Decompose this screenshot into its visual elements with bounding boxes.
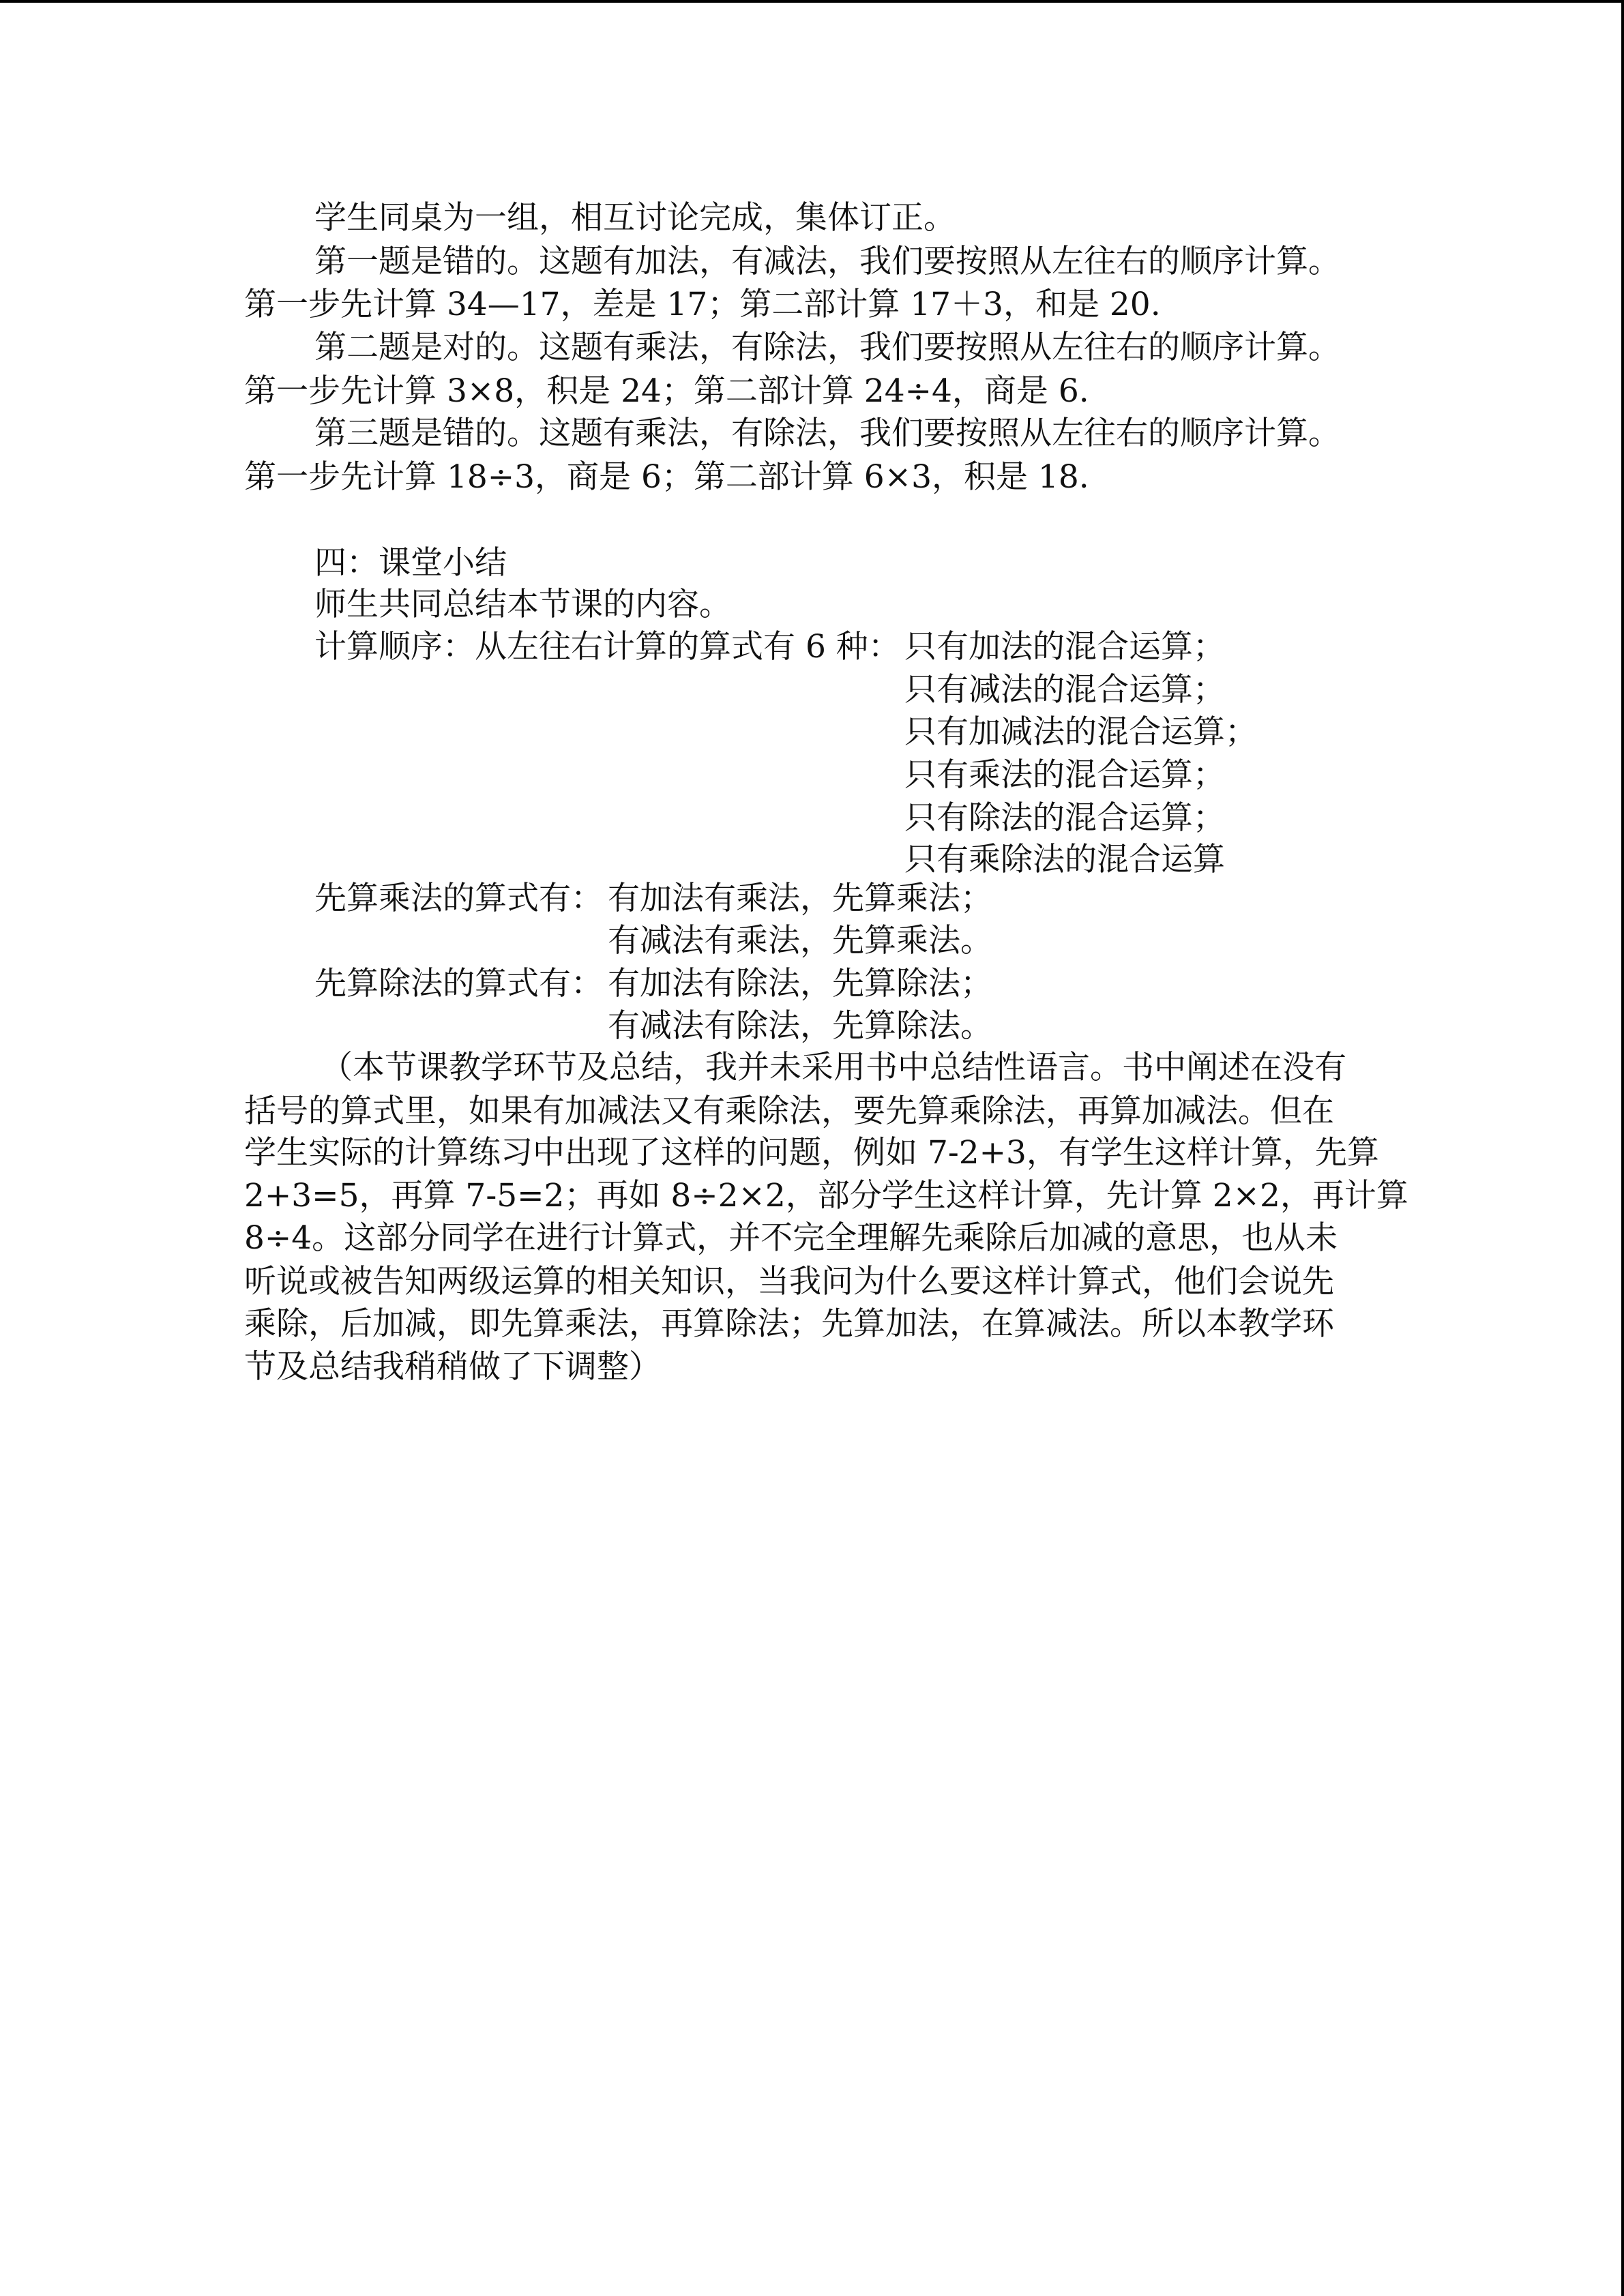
order-item: 只有乘法的混合运算；: [904, 756, 1225, 794]
note-line: 8÷4。这部分同学在进行计算式，并不完全理解先乘除后加减的意思，也从未: [244, 1219, 1338, 1257]
div-item: 有加法有除法，先算除法；: [608, 965, 992, 1002]
page-border-top: [0, 0, 1624, 3]
order-item: 只有加减法的混合运算；: [904, 713, 1257, 751]
q2-line1: 第二题是对的。这题有乘法，有除法，我们要按照从左往右的顺序计算。: [314, 329, 1340, 366]
div-item: 有减法有除法，先算除法。: [608, 1007, 992, 1045]
q3-line1: 第三题是错的。这题有乘法，有除法，我们要按照从左往右的顺序计算。: [314, 415, 1340, 452]
order-item: 只有乘除法的混合运算: [904, 841, 1225, 878]
q2-line2: 第一步先计算 3×8，积是 24；第二部计算 24÷4，商是 6.: [244, 372, 1089, 410]
order-item: 只有除法的混合运算；: [904, 799, 1225, 837]
note-line: 听说或被告知两级运算的相关知识，当我问为什么要这样计算式，他们会说先: [244, 1263, 1334, 1300]
note-line: 2+3=5，再算 7-5=2；再如 8÷2×2，部分学生这样计算，先计算 2×2，再计算: [244, 1177, 1408, 1214]
mult-item: 有加法有乘法，先算乘法；: [608, 880, 992, 917]
note-line: （本节课教学环节及总结，我并未采用书中总结性语言。书中阐述在没有: [321, 1049, 1346, 1086]
order-label: 计算顺序：从左往右计算的算式有 6 种：: [314, 628, 900, 666]
order-item: 只有减法的混合运算；: [904, 671, 1225, 709]
note-line: 学生实际的计算练习中出现了这样的问题，例如 7-2+3，有学生这样计算，先算: [244, 1134, 1379, 1172]
note-line: 乘除，后加减，即先算乘法，再算除法；先算加法，在算减法。所以本教学环: [244, 1305, 1334, 1343]
mult-item: 有减法有乘法，先算乘法。: [608, 922, 992, 959]
note-line: 节及总结我稍稍做了下调整）: [244, 1348, 661, 1386]
div-label: 先算除法的算式有：: [314, 965, 603, 1002]
mult-label: 先算乘法的算式有：: [314, 880, 603, 917]
page-border-right: [1621, 0, 1624, 2296]
correction-intro: 学生同桌为一组，相互讨论完成，集体订正。: [314, 199, 956, 237]
q1-line2: 第一步先计算 34—17，差是 17；第二部计算 17＋3，和是 20.: [244, 286, 1161, 323]
summary-intro: 师生共同总结本节课的内容。: [314, 586, 731, 623]
q3-line2: 第一步先计算 18÷3，商是 6；第二部计算 6×3，积是 18.: [244, 458, 1089, 496]
q1-line1: 第一题是错的。这题有加法，有减法，我们要按照从左往右的顺序计算。: [314, 243, 1340, 280]
note-line: 括号的算式里，如果有加减法又有乘除法，要先算乘除法，再算加减法。但在: [244, 1092, 1334, 1130]
summary-heading: 四：课堂小结: [314, 544, 507, 582]
order-item: 只有加法的混合运算；: [904, 628, 1225, 666]
